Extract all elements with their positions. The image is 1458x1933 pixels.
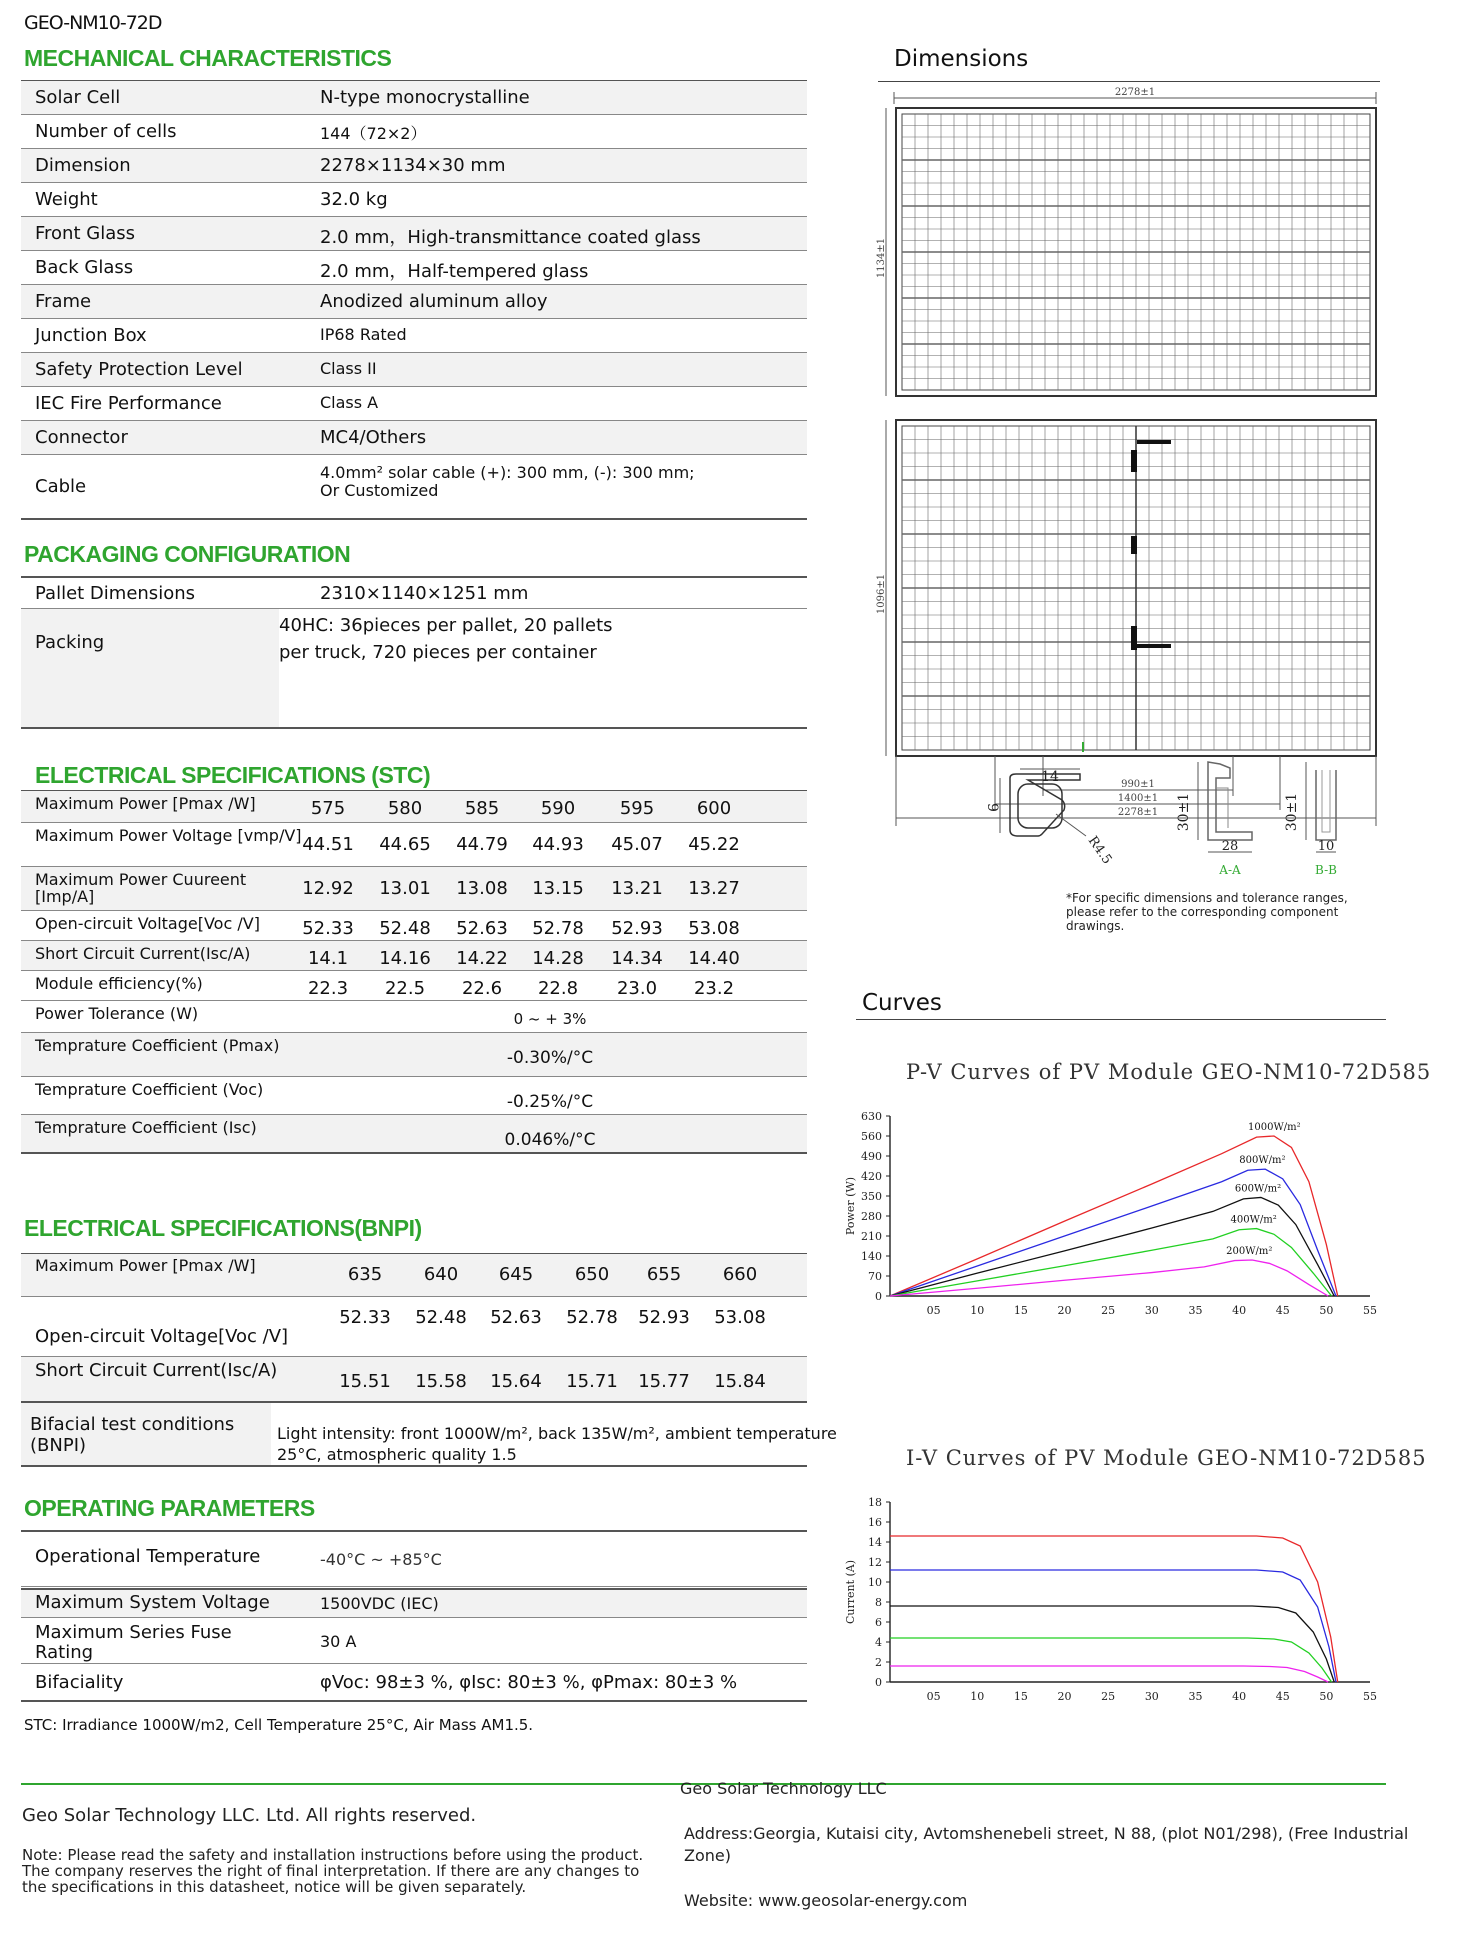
series-line-3	[890, 1638, 1332, 1682]
y-tick-label: 630	[861, 1110, 882, 1123]
mech-label-2: Dimension	[35, 155, 131, 176]
stc-label-5: Module efficiency(%)	[35, 974, 203, 993]
stc-value-1-0: 44.51	[302, 834, 354, 855]
mech-value-5: 2.0 mm，Half-tempered glass	[320, 261, 589, 282]
profile-14-label: 14	[1041, 769, 1059, 785]
x-tick-label: 40	[1232, 1690, 1247, 1703]
footer-note-line-3: the specifications in this datasheet, notice will be given separately.	[22, 1878, 527, 1896]
mech-value-11: 4.0mm² solar cable (+): 300 mm, (-): 300 mm;	[320, 463, 695, 482]
series-line-4	[890, 1260, 1328, 1296]
stc-value-0-5: 600	[696, 798, 732, 819]
stc-value-5-5: 23.2	[693, 978, 735, 999]
bnpi-voc-5: 53.08	[714, 1307, 766, 1328]
stc-value-2-2: 13.08	[456, 878, 508, 899]
bnpi-power-1: 640	[423, 1264, 459, 1285]
bnpi-cond-value-2: 25°C, atmospheric quality 1.5	[277, 1445, 517, 1464]
bnpi-power-0: 635	[347, 1264, 383, 1285]
y-tick-label: 140	[861, 1250, 882, 1263]
stc-tolerance-value: 0 ~ + 3%	[513, 1010, 587, 1028]
aa-width-label: 28	[1221, 839, 1239, 854]
stc-coef-pmax-value: -0.30%/°C	[506, 1048, 594, 1068]
stc-value-3-4: 52.93	[611, 918, 663, 939]
stc-value-2-0: 12.92	[302, 878, 354, 899]
back-view-drawing	[876, 420, 1376, 826]
stc-value-5-1: 22.5	[384, 978, 426, 999]
pv-chart-title: P-V Curves of PV Module GEO-NM10-72D585	[906, 1060, 1432, 1084]
stc-value-2-4: 13.21	[611, 878, 663, 899]
mech-label-9: IEC Fire Performance	[35, 393, 222, 414]
mech-value-4: 2.0 mm，High-transmittance coated glass	[320, 227, 701, 248]
y-tick-label: 350	[861, 1190, 882, 1203]
x-tick-label: 45	[1275, 1304, 1290, 1317]
front-view-drawing	[876, 87, 1376, 396]
y-tick-label: 490	[861, 1150, 882, 1163]
mech-label-1: Number of cells	[35, 121, 177, 142]
y-tick-label: 14	[868, 1536, 882, 1549]
op-voltage-value: 1500VDC (IEC)	[320, 1594, 439, 1613]
bnpi-power-2: 645	[498, 1264, 534, 1285]
aa-label: A-A	[1219, 863, 1241, 877]
bnpi-power-5: 660	[722, 1264, 758, 1285]
stc-value-4-3: 14.28	[532, 948, 584, 969]
dim-2278-label: 2278±1	[1117, 807, 1159, 818]
x-tick-label: 10	[970, 1690, 985, 1703]
mech-value-0: N-type monocrystalline	[320, 87, 530, 108]
dimension-note	[1066, 891, 1348, 933]
stc-value-2-1: 13.01	[379, 878, 431, 899]
stc-value-1-1: 44.65	[379, 834, 431, 855]
mech-value-3: 32.0 kg	[320, 189, 388, 210]
stc-value-3-1: 52.48	[379, 918, 431, 939]
series-line-0	[890, 1536, 1338, 1682]
stc-label-0: Maximum Power [Pmax /W]	[35, 794, 256, 813]
stc-value-1-2: 44.79	[456, 834, 508, 855]
stc-coef-voc-value: -0.25%/°C	[506, 1092, 594, 1112]
op-temp-label: Operational Temperature	[35, 1546, 261, 1567]
op-bifaciality-value: φVoc: 98±3 %, φIsc: 80±3 %, φPmax: 80±3 %	[320, 1672, 738, 1693]
stc-value-4-0: 14.1	[307, 948, 349, 969]
bnpi-power-label: Maximum Power [Pmax /W]	[35, 1256, 256, 1275]
x-tick-label: 15	[1013, 1690, 1028, 1703]
x-tick-label: 25	[1101, 1690, 1116, 1703]
dim-990-label: 990±1	[1121, 779, 1155, 790]
footer-address-2: Zone)	[684, 1846, 731, 1865]
stc-label-1: Maximum Power Voltage [vmp/V]	[35, 826, 302, 845]
stc-value-5-4: 23.0	[616, 978, 658, 999]
y-tick-label: 280	[861, 1210, 882, 1223]
series-line-2	[890, 1606, 1334, 1682]
bnpi-voc-3: 52.78	[566, 1307, 618, 1328]
x-tick-label: 05	[926, 1690, 941, 1703]
series-label-4: 200W/m²	[1226, 1246, 1273, 1257]
front-width-label: 2278±1	[1114, 87, 1156, 98]
operating-title: OPERATING PARAMETERS	[24, 1495, 315, 1521]
mech-label-7: Junction Box	[35, 325, 147, 346]
dimension-note-line-3: drawings.	[1066, 919, 1125, 933]
dimension-note-line-1: *For specific dimensions and tolerance ranges,	[1066, 891, 1348, 905]
series-line-4	[890, 1666, 1328, 1682]
stc-value-2-5: 13.27	[688, 878, 740, 899]
mech-value-2: 2278×1134×30 mm	[320, 155, 506, 176]
mech-label-6: Frame	[35, 291, 92, 312]
x-tick-label: 20	[1057, 1690, 1072, 1703]
model-name: GEO-NM10-72D	[24, 12, 162, 34]
stc-value-1-4: 45.07	[611, 834, 663, 855]
mech-value-7: IP68 Rated	[320, 325, 407, 344]
y-tick-label: 12	[868, 1556, 882, 1569]
stc-value-0-3: 590	[540, 798, 576, 819]
y-tick-label: 210	[861, 1230, 882, 1243]
op-fuse-label-2: Rating	[35, 1642, 94, 1663]
x-tick-label: 15	[1013, 1304, 1028, 1317]
stc-title: ELECTRICAL SPECIFICATIONS (STC)	[35, 762, 431, 788]
x-tick-label: 45	[1275, 1690, 1290, 1703]
series-label-1: 800W/m²	[1239, 1155, 1286, 1167]
x-tick-label: 20	[1057, 1304, 1072, 1317]
footer-address-1: Address:Georgia, Kutaisi city, Avtomshenebeli street, N 88, (plot N01/298), (Free Industrial	[684, 1824, 1409, 1843]
packing-label: Packing	[35, 632, 105, 653]
stc-value-3-0: 52.33	[302, 918, 354, 939]
stc-note: STC: Irradiance 1000W/m2, Cell Temperature 25°C, Air Mass AM1.5.	[24, 1716, 534, 1734]
stc-value-3-2: 52.63	[456, 918, 508, 939]
x-tick-label: 30	[1144, 1690, 1159, 1703]
mech-label-3: Weight	[35, 189, 98, 210]
y-tick-label: 2	[875, 1656, 882, 1669]
footer-company: Geo Solar Technology LLC	[680, 1779, 887, 1798]
mech-value-11-line-2: Or Customized	[320, 481, 439, 500]
series-label-2: 600W/m²	[1234, 1183, 1282, 1195]
bnpi-voc-4: 52.93	[638, 1307, 690, 1328]
y-tick-label: 18	[868, 1496, 882, 1509]
x-tick-label: 55	[1363, 1690, 1377, 1703]
x-tick-label: 50	[1319, 1304, 1334, 1317]
bnpi-power-4: 655	[646, 1264, 682, 1285]
iv-chart	[842, 1494, 1422, 1756]
stc-label-2: Maximum Power Cuureent	[35, 870, 247, 889]
y-tick-label: 6	[875, 1616, 882, 1629]
op-fuse-value: 30 A	[320, 1632, 357, 1651]
mech-label-8: Safety Protection Level	[35, 359, 243, 380]
y-tick-label: 10	[868, 1576, 882, 1589]
mech-value-1: 144（72×2）	[320, 124, 427, 143]
stc-value-5-3: 22.8	[537, 978, 579, 999]
mech-label-10: Connector	[35, 427, 128, 448]
stc-value-0-0: 575	[310, 798, 346, 819]
stc-coef-pmax-label: Temprature Coefficient (Pmax)	[35, 1036, 280, 1055]
stc-coef-isc-label: Temprature Coefficient (Isc)	[35, 1118, 257, 1137]
bnpi-isc-0: 15.51	[339, 1371, 391, 1392]
mech-label-5: Back Glass	[35, 257, 134, 278]
series-line-1	[890, 1570, 1336, 1682]
mechanical-title: MECHANICAL CHARACTERISTICS	[24, 45, 392, 71]
bb-width-label: 10	[1317, 839, 1335, 854]
mech-label-0: Solar Cell	[35, 87, 121, 108]
pv-chart	[842, 1108, 1422, 1374]
y-tick-label: 8	[875, 1596, 882, 1609]
bnpi-voc-label: Open-circuit Voltage[Voc /V]	[35, 1326, 289, 1347]
bb-label: B-B	[1315, 863, 1337, 877]
mech-value-10: MC4/Others	[320, 427, 427, 448]
packing-line-2: per truck, 720 pieces per container	[279, 642, 597, 663]
stc-value-3-3: 52.78	[532, 918, 584, 939]
footer-note	[22, 1847, 643, 1895]
footer-note-line-1: Note: Please read the safety and installation instructions before using the product.	[22, 1846, 644, 1864]
pallet-dimensions-label: Pallet Dimensions	[35, 583, 195, 604]
curves-title: Curves	[862, 990, 942, 1016]
op-bifaciality-label: Bifaciality	[35, 1672, 124, 1693]
stc-value-4-5: 14.40	[688, 948, 740, 969]
stc-coef-isc-value: 0.046%/°C	[504, 1130, 596, 1150]
x-tick-label: 10	[970, 1304, 985, 1317]
footer-rights: Geo Solar Technology LLC. Ltd. All rights reserved.	[22, 1805, 477, 1826]
bnpi-isc-2: 15.64	[490, 1371, 542, 1392]
series-label-0: 1000W/m²	[1248, 1122, 1301, 1133]
dimension-note-line-2: please refer to the corresponding component	[1066, 905, 1339, 919]
y-tick-label: 4	[875, 1636, 882, 1649]
dim-1400-label: 1400±1	[1117, 793, 1159, 804]
stc-value-3-5: 53.08	[688, 918, 740, 939]
pallet-dimensions-value: 2310×1140×1251 mm	[320, 583, 529, 604]
dimension-drawings	[878, 88, 1398, 948]
section-aa-drawing	[1176, 762, 1252, 877]
frame-profile-drawing	[984, 742, 1114, 867]
bb-height-label: 30±1	[1284, 792, 1300, 832]
x-tick-label: 40	[1232, 1304, 1247, 1317]
section-bb-drawing	[1284, 762, 1337, 877]
bnpi-cond-value-1: Light intensity: front 1000W/m², back 135W/m², ambient temperature	[277, 1424, 837, 1443]
stc-value-0-2: 585	[464, 798, 500, 819]
stc-label-2-line-2: [Imp/A]	[35, 887, 95, 906]
stc-coef-voc-label: Temprature Coefficient (Voc)	[35, 1080, 264, 1099]
stc-value-0-4: 595	[619, 798, 655, 819]
profile-9-label: 9	[984, 803, 1000, 812]
bnpi-isc-4: 15.77	[638, 1371, 690, 1392]
bnpi-cond-label-2: (BNPI)	[30, 1435, 87, 1456]
y-tick-label: 16	[868, 1516, 882, 1529]
mech-value-9: Class A	[320, 393, 379, 412]
x-tick-label: 35	[1188, 1304, 1203, 1317]
mech-label-11: Cable	[35, 476, 87, 497]
bnpi-voc-2: 52.63	[490, 1307, 542, 1328]
mech-value-8: Class II	[320, 359, 377, 378]
stc-value-4-2: 14.22	[456, 948, 508, 969]
x-tick-label: 25	[1101, 1304, 1116, 1317]
stc-value-5-2: 22.6	[461, 978, 503, 999]
iv-chart-title: I-V Curves of PV Module GEO-NM10-72D585	[906, 1446, 1427, 1470]
y-axis-label: Current (A)	[844, 1559, 857, 1625]
x-tick-label: 05	[926, 1304, 941, 1317]
bnpi-power-3: 650	[574, 1264, 610, 1285]
front-height-label: 1134±1	[876, 237, 887, 279]
packing-line-1: 40HC: 36pieces per pallet, 20 pallets	[279, 615, 613, 636]
stc-label-4: Short Circuit Current(Isc/A)	[35, 944, 251, 963]
series-label-3: 400W/m²	[1230, 1214, 1277, 1226]
stc-value-4-1: 14.16	[379, 948, 431, 969]
stc-value-2-3: 13.15	[532, 878, 584, 899]
stc-value-1-3: 44.93	[532, 834, 584, 855]
profile-r-label: R4.5	[1084, 833, 1115, 868]
op-voltage-label: Maximum System Voltage	[35, 1592, 270, 1613]
y-tick-label: 0	[875, 1290, 882, 1303]
x-tick-label: 50	[1319, 1690, 1334, 1703]
bnpi-title: ELECTRICAL SPECIFICATIONS(BNPI)	[24, 1215, 422, 1241]
footer-website: Website: www.geosolar-energy.com	[684, 1891, 968, 1910]
mech-value-6: Anodized aluminum alloy	[320, 291, 548, 312]
op-fuse-label-1: Maximum Series Fuse	[35, 1622, 232, 1643]
y-axis-label: Power (W)	[844, 1176, 857, 1236]
aa-height-label: 30±1	[1176, 792, 1192, 832]
bnpi-isc-label: Short Circuit Current(Isc/A)	[35, 1360, 278, 1381]
y-tick-label: 560	[861, 1130, 882, 1143]
bnpi-cond-label-1: Bifacial test conditions	[30, 1414, 235, 1435]
packaging-title: PACKAGING CONFIGURATION	[24, 541, 351, 567]
x-tick-label: 30	[1144, 1304, 1159, 1317]
x-tick-label: 55	[1363, 1304, 1377, 1317]
bnpi-voc-1: 52.48	[415, 1307, 467, 1328]
x-tick-label: 35	[1188, 1690, 1203, 1703]
bnpi-isc-3: 15.71	[566, 1371, 618, 1392]
stc-value-1-5: 45.22	[688, 834, 740, 855]
back-height-label: 1096±1	[876, 573, 887, 615]
footer-note-line-2: The company reserves the right of final interpretation. If there are any changes to	[22, 1862, 640, 1880]
y-tick-label: 70	[868, 1270, 882, 1283]
bnpi-voc-0: 52.33	[339, 1307, 391, 1328]
bnpi-isc-1: 15.58	[415, 1371, 467, 1392]
stc-value-5-0: 22.3	[307, 978, 349, 999]
mech-label-4: Front Glass	[35, 223, 135, 244]
dimensions-title: Dimensions	[894, 46, 1029, 72]
stc-value-4-4: 14.34	[611, 948, 663, 969]
stc-label-3: Open-circuit Voltage[Voc /V]	[35, 914, 260, 933]
y-tick-label: 0	[875, 1676, 882, 1689]
op-temp-value: -40°C ~ +85°C	[320, 1550, 442, 1569]
y-tick-label: 420	[861, 1170, 882, 1183]
stc-value-0-1: 580	[387, 798, 423, 819]
bnpi-isc-5: 15.84	[714, 1371, 766, 1392]
stc-tolerance-label: Power Tolerance (W)	[35, 1004, 199, 1023]
